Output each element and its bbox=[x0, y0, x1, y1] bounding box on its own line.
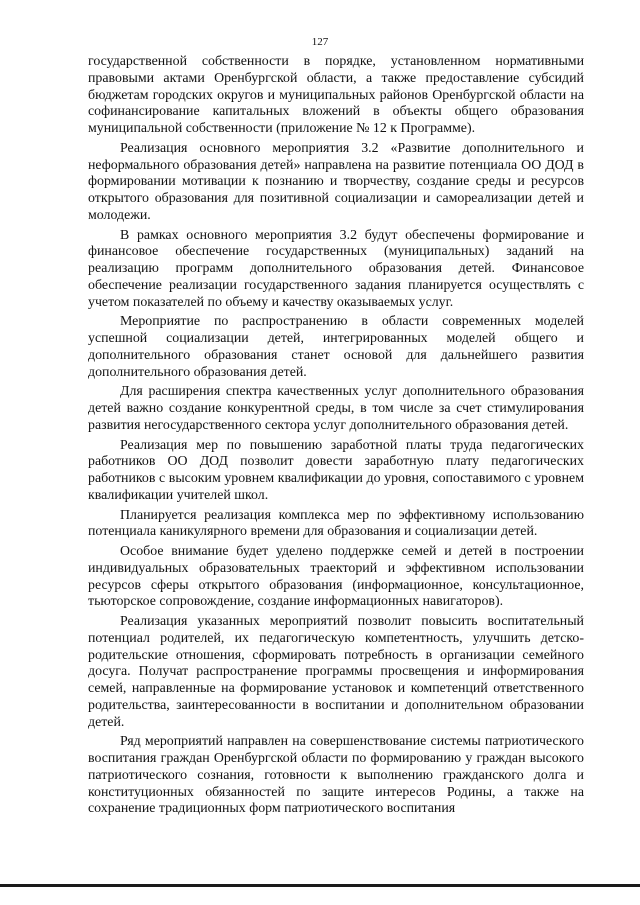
paragraph-continued: государственной собственности в порядке, установленном нормативными правовыми актами Оренбургской области, а также предоставление субсидий бюджетам городских округов и муниципальных районов Оренбургской области на софинансирование капитальных вложений в объекты общего образования муниципальной собственности (приложение № 12 к Программе). bbox=[88, 54, 584, 136]
paragraph: В рамках основного мероприятия 3.2 будут обеспечены формирование и финансовое обеспечение государственных (муниципальных) заданий на реализацию программ дополнительного образования детей. Финансовое обеспечение реализации государственного задания планируется осуществлять с учетом показателей по объему и качеству оказываемых услуг. bbox=[88, 227, 584, 310]
paragraph: Ряд мероприятий направлен на совершенствование системы патриотического воспитания граждан Оренбургской области по формированию у граждан высокого патриотического сознания, готовности к выполнению гражданского долга и конституционных обязанностей по защите интересов Родины, а также на сохранение традиционных форм патриотического воспитания bbox=[88, 734, 584, 817]
paragraph: Реализация указанных мероприятий позволит повысить воспитательный потенциал родителей, их педагогическую компетентность, улучшить детско-родительские отношения, сформировать потребность в организации семейного досуга. Получат распространение программы просвещения и информирования семей, направленные на формирование установок и компетенций ответственного родительства, заинтересованности в воспитании и дополнительном образовании детей. bbox=[88, 614, 584, 730]
paragraph: Мероприятие по распространению в области современных моделей успешной социализации детей, интегрированных моделей общего и дополнительного образования станет основой для дальнейшего развития дополнительного образования детей. bbox=[88, 314, 584, 380]
document-body bbox=[88, 54, 584, 821]
paragraph: Для расширения спектра качественных услуг дополнительного образования детей важно создание конкурентной среды, в том числе за счет стимулирования развития негосударственного сектора услуг дополнительного образования детей. bbox=[88, 384, 584, 433]
paragraph: Реализация основного мероприятия 3.2 «Развитие дополнительного и неформального образования детей» направлена на развитие потенциала ОО ДОД в формировании мотивации к познанию и творчеству, создание среды и ресурсов открытого образования для позитивной социализации и самореализации детей и молодежи. bbox=[88, 140, 584, 223]
paragraph: Особое внимание будет уделено поддержке семей и детей в построении индивидуальных образовательных траекторий и эффективном использовании ресурсов сферы открытого образования (информационное, консультационное, тьюторское сопровождение, создание информационных навигаторов). bbox=[88, 544, 584, 610]
paragraph: Планируется реализация комплекса мер по эффективному использованию потенциала каникулярного времени для образования и социализации детей. bbox=[88, 507, 584, 540]
paragraph: Реализация мер по повышению заработной платы труда педагогических работников ОО ДОД позволит довести заработную плату педагогических работников с высоким уровнем квалификации до уровня, сопоставимого с уровнем квалификации учителей школ. bbox=[88, 437, 584, 503]
page-number: 127 bbox=[311, 36, 329, 48]
scan-edge-line bbox=[0, 884, 640, 887]
